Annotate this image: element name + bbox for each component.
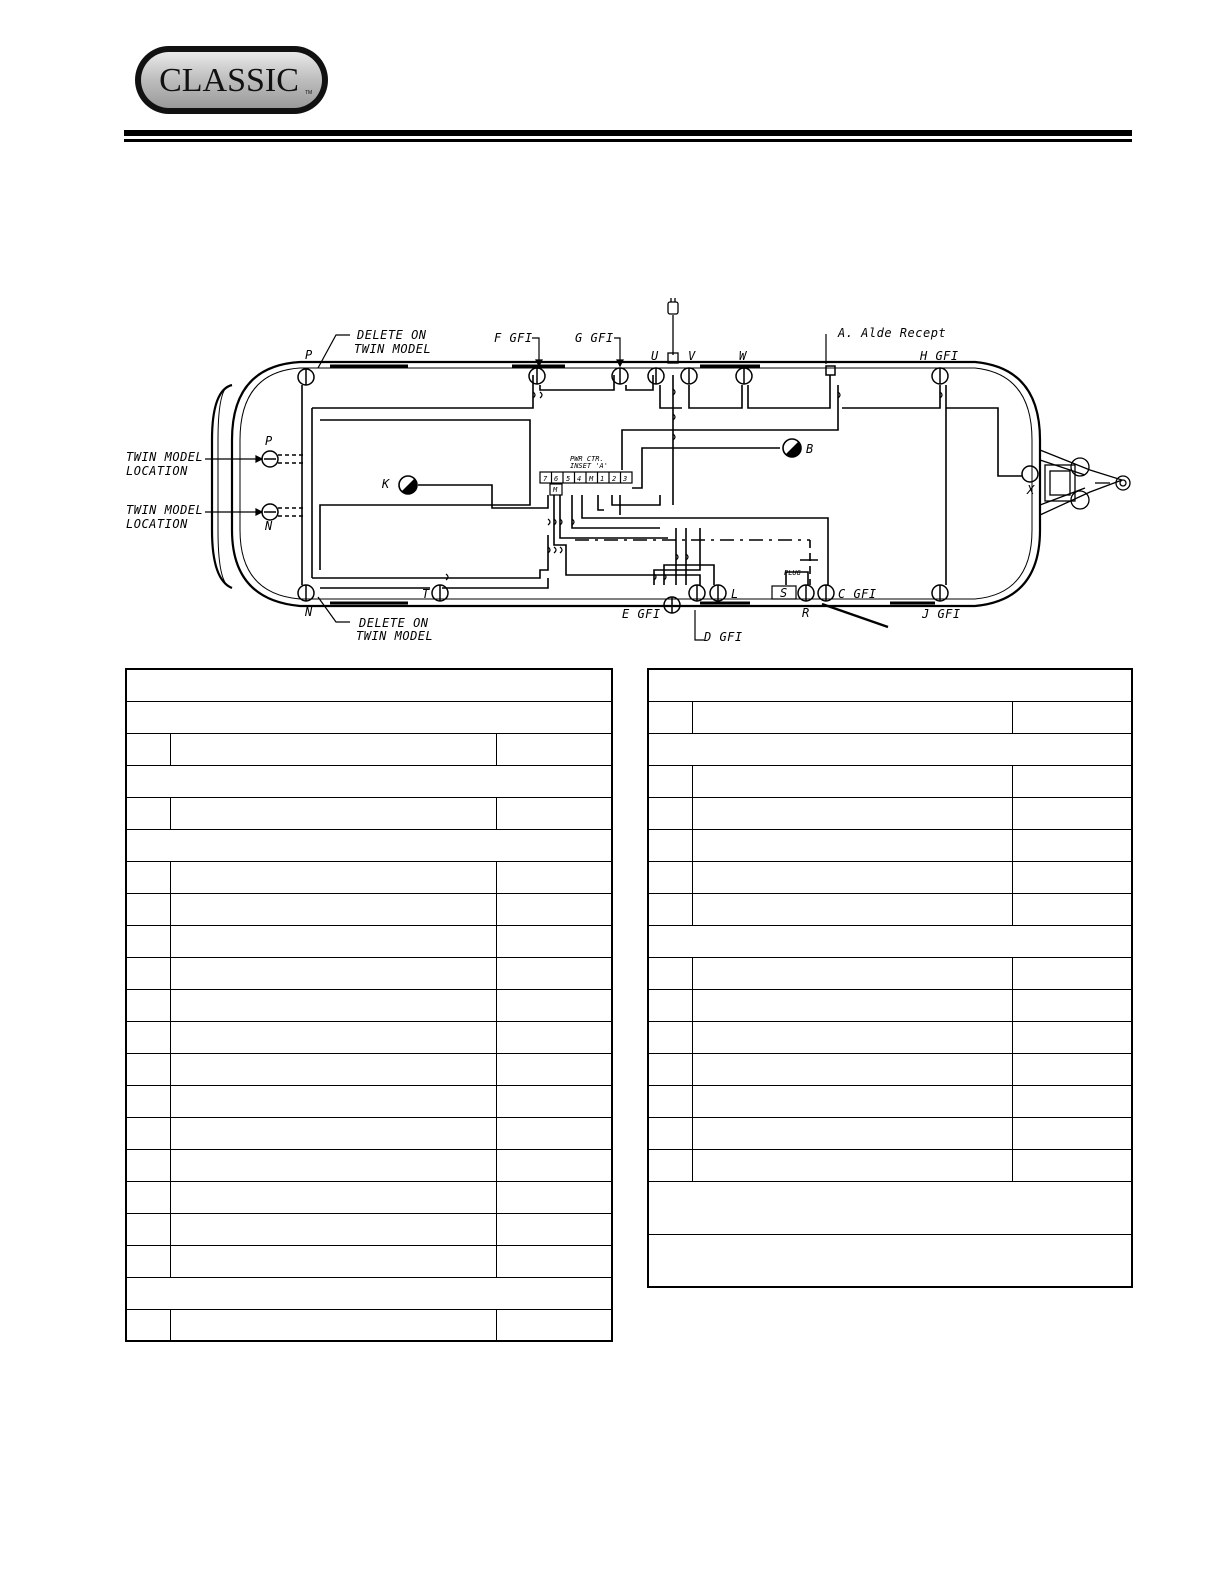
breaker-1: 7: [543, 475, 548, 483]
table-value-cell: [1012, 989, 1132, 1021]
table-row: [126, 797, 612, 829]
fixture-k-icon: [399, 476, 417, 494]
breaker-3: 5: [566, 475, 571, 483]
logo-text: CLASSIC: [159, 62, 299, 99]
label-n-twin: N: [265, 519, 273, 533]
table-description-cell: [170, 989, 496, 1021]
table-row: [126, 1149, 612, 1181]
table-description-cell: [170, 1245, 496, 1277]
table-row: [126, 1053, 612, 1085]
twin-n-line1: TWIN MODEL: [126, 503, 204, 517]
table-section-cell: [126, 669, 612, 701]
delete-bottom-line2: TWIN MODEL: [356, 629, 434, 643]
twin-p-line1: TWIN MODEL: [126, 450, 204, 464]
table-key-cell: [648, 989, 692, 1021]
table-description-cell: [170, 1149, 496, 1181]
label-f-gfi: F GFI: [494, 331, 533, 345]
table-section-cell: [648, 925, 1132, 957]
table-key-cell: [126, 957, 170, 989]
table-description-cell: [692, 893, 1012, 925]
right-parts-table: [647, 668, 1133, 1288]
table-row: [126, 1181, 612, 1213]
breaker-4: 4: [577, 475, 582, 483]
breaker-2: 6: [554, 475, 559, 483]
classic-logo: [133, 44, 330, 116]
table-description-cell: [170, 893, 496, 925]
table-key-cell: [648, 957, 692, 989]
table-note-row: [648, 1234, 1132, 1287]
table-section-row: [126, 765, 612, 797]
table-value-cell: [496, 1117, 612, 1149]
table-section-cell: [648, 669, 1132, 701]
trailer-hitch: [1040, 450, 1130, 515]
table-section-cell: [648, 1234, 1132, 1287]
table-key-cell: [648, 893, 692, 925]
table-section-cell: [126, 1277, 612, 1309]
table-value-cell: [496, 1245, 612, 1277]
table-key-cell: [126, 1245, 170, 1277]
receptacle-t: [432, 585, 448, 601]
table-key-cell: [126, 989, 170, 1021]
table-value-cell: [496, 925, 612, 957]
table-description-cell: [692, 957, 1012, 989]
table-description-cell: [692, 1149, 1012, 1181]
table-key-cell: [126, 733, 170, 765]
table-description-cell: [692, 1021, 1012, 1053]
table-value-cell: [496, 797, 612, 829]
table-key-cell: [648, 861, 692, 893]
table-row: [648, 861, 1132, 893]
table-value-cell: [1012, 1117, 1132, 1149]
label-w: W: [739, 349, 747, 363]
table-row: [126, 1213, 612, 1245]
table-section-row: [126, 1277, 612, 1309]
table-row: [648, 893, 1132, 925]
table-value-cell: [496, 893, 612, 925]
label-e-gfi: E GFI: [622, 607, 661, 621]
table-key-cell: [126, 1053, 170, 1085]
label-c-gfi: C GFI: [838, 587, 877, 601]
table-value-cell: [496, 1213, 612, 1245]
receptacle-r: [798, 585, 814, 601]
fixture-b-icon: [783, 439, 801, 457]
label-h-gfi: H GFI: [920, 349, 959, 363]
receptacle-j: [932, 585, 948, 601]
table-key-cell: [648, 1117, 692, 1149]
table-value-cell: [496, 1149, 612, 1181]
table-key-cell: [126, 797, 170, 829]
receptacle-d: [689, 585, 705, 601]
table-key-cell: [126, 925, 170, 957]
receptacle-l: [710, 585, 726, 601]
table-key-cell: [648, 701, 692, 733]
table-value-cell: [496, 1085, 612, 1117]
table-value-cell: [1012, 765, 1132, 797]
power-center-subtitle: INSET 'A': [570, 462, 608, 470]
table-section-cell: [648, 1181, 1132, 1234]
label-l: L: [731, 587, 739, 601]
label-p-twin: P: [265, 434, 273, 448]
table-key-cell: [126, 1181, 170, 1213]
table-row: [648, 1085, 1132, 1117]
table-description-cell: [170, 797, 496, 829]
table-section-row: [126, 829, 612, 861]
table-value-cell: [496, 1021, 612, 1053]
table-value-cell: [1012, 861, 1132, 893]
table-value-cell: [1012, 1149, 1132, 1181]
table-value-cell: [496, 1053, 612, 1085]
table-row: [648, 829, 1132, 861]
table-description-cell: [692, 861, 1012, 893]
table-key-cell: [648, 1149, 692, 1181]
table-section-cell: [126, 829, 612, 861]
receptacles: [262, 366, 1038, 613]
label-k: K: [382, 477, 390, 491]
left-parts-table: [125, 668, 613, 1342]
table-description-cell: [170, 925, 496, 957]
wiring-diagram: [110, 290, 1150, 650]
table-description-cell: [170, 1085, 496, 1117]
table-row: [126, 893, 612, 925]
header-rule-thick: [124, 130, 1132, 136]
twin-n-line2: LOCATION: [126, 517, 188, 531]
twin-p-line2: LOCATION: [126, 464, 188, 478]
table-key-cell: [126, 861, 170, 893]
breaker-5: M: [589, 475, 594, 483]
table-row: [648, 1021, 1132, 1053]
table-section-row: [126, 669, 612, 701]
table-value-cell: [1012, 1021, 1132, 1053]
table-key-cell: [648, 1021, 692, 1053]
receptacle-twin-n: [262, 504, 278, 520]
table-row: [126, 861, 612, 893]
table-key-cell: [126, 1213, 170, 1245]
table-description-cell: [692, 765, 1012, 797]
table-value-cell: [1012, 797, 1132, 829]
table-section-row: [126, 701, 612, 733]
table-note-row: [648, 1181, 1132, 1234]
table-value-cell: [496, 733, 612, 765]
table-description-cell: [692, 1085, 1012, 1117]
table-description-cell: [692, 797, 1012, 829]
table-row: [126, 1085, 612, 1117]
table-description-cell: [170, 1309, 496, 1341]
table-key-cell: [648, 797, 692, 829]
s-box-label: S: [780, 586, 788, 600]
table-row: [648, 701, 1132, 733]
table-section-cell: [648, 733, 1132, 765]
table-description-cell: [170, 1117, 496, 1149]
table-section-row: [648, 925, 1132, 957]
table-row: [126, 1021, 612, 1053]
table-description-cell: [692, 701, 1012, 733]
table-row: [648, 1053, 1132, 1085]
table-row: [126, 1245, 612, 1277]
receptacle-h: [932, 368, 948, 384]
table-description-cell: [692, 989, 1012, 1021]
table-value-cell: [1012, 957, 1132, 989]
label-u: U: [651, 349, 659, 363]
table-description-cell: [170, 1053, 496, 1085]
table-key-cell: [648, 1053, 692, 1085]
header-rule-thin: [124, 139, 1132, 142]
table-row: [126, 1309, 612, 1341]
shore-power-inlet: [668, 298, 678, 363]
receptacle-f: [529, 368, 545, 384]
table-section-cell: [126, 765, 612, 797]
delete-top-line2: TWIN MODEL: [354, 342, 432, 356]
table-description-cell: [170, 1021, 496, 1053]
breaker-6: 1: [600, 475, 605, 483]
label-t: T: [422, 587, 430, 601]
table-row: [648, 957, 1132, 989]
power-center-title: PWR CTR.: [570, 455, 604, 463]
table-value-cell: [496, 989, 612, 1021]
delete-top-line1: DELETE ON: [357, 328, 427, 342]
receptacle-n-bottom: [298, 585, 314, 601]
table-value-cell: [1012, 893, 1132, 925]
receptacle-w: [736, 368, 752, 384]
trademark-mark: TM: [305, 90, 313, 96]
delete-bottom-line1: DELETE ON: [359, 616, 429, 630]
table-row: [648, 989, 1132, 1021]
label-r: R: [802, 606, 810, 620]
table-row: [126, 925, 612, 957]
receptacle-twin-p: [262, 451, 278, 467]
table-key-cell: [648, 765, 692, 797]
table-key-cell: [648, 829, 692, 861]
label-b: B: [806, 442, 814, 456]
table-key-cell: [126, 1085, 170, 1117]
table-description-cell: [170, 733, 496, 765]
label-j-gfi: J GFI: [922, 607, 961, 621]
breaker-8: 3: [623, 475, 628, 483]
table-row: [648, 1117, 1132, 1149]
table-value-cell: [496, 957, 612, 989]
table-row: [126, 1117, 612, 1149]
table-key-cell: [126, 1309, 170, 1341]
table-description-cell: [692, 1117, 1012, 1149]
label-x: X: [1027, 483, 1035, 497]
table-value-cell: [1012, 1053, 1132, 1085]
receptacle-v: [681, 368, 697, 384]
receptacle-c: [818, 585, 834, 601]
table-row: [126, 957, 612, 989]
table-section-row: [648, 733, 1132, 765]
table-section-row: [648, 669, 1132, 701]
label-n-bottom: N: [305, 605, 313, 619]
table-row: [126, 989, 612, 1021]
label-a-alde: A. Alde Recept: [838, 326, 947, 340]
table-row: [648, 797, 1132, 829]
table-row: [126, 733, 612, 765]
table-key-cell: [126, 893, 170, 925]
table-key-cell: [126, 1149, 170, 1181]
table-key-cell: [126, 1021, 170, 1053]
table-value-cell: [1012, 701, 1132, 733]
receptacle-p-top: [298, 369, 314, 385]
table-description-cell: [170, 1213, 496, 1245]
table-description-cell: [170, 861, 496, 893]
table-description-cell: [170, 957, 496, 989]
table-value-cell: [1012, 829, 1132, 861]
label-v: V: [688, 349, 696, 363]
table-value-cell: [1012, 1085, 1132, 1117]
receptacle-x: [1022, 466, 1038, 482]
table-value-cell: [496, 1309, 612, 1341]
power-center: [540, 472, 796, 599]
label-g-gfi: G GFI: [575, 331, 614, 345]
table-description-cell: [692, 829, 1012, 861]
plug-label: PLUG: [784, 569, 801, 577]
table-section-cell: [126, 701, 612, 733]
table-value-cell: [496, 1181, 612, 1213]
power-center-subbox: M: [553, 486, 558, 494]
table-key-cell: [126, 1117, 170, 1149]
breaker-7: 2: [612, 475, 617, 483]
table-key-cell: [648, 1085, 692, 1117]
table-value-cell: [496, 861, 612, 893]
table-description-cell: [170, 1181, 496, 1213]
receptacle-a: [826, 366, 835, 375]
table-row: [648, 765, 1132, 797]
receptacle-u: [648, 368, 664, 384]
label-p-top: P: [305, 348, 313, 362]
table-row: [648, 1149, 1132, 1181]
label-d-gfi: D GFI: [704, 630, 743, 644]
table-description-cell: [692, 1053, 1012, 1085]
